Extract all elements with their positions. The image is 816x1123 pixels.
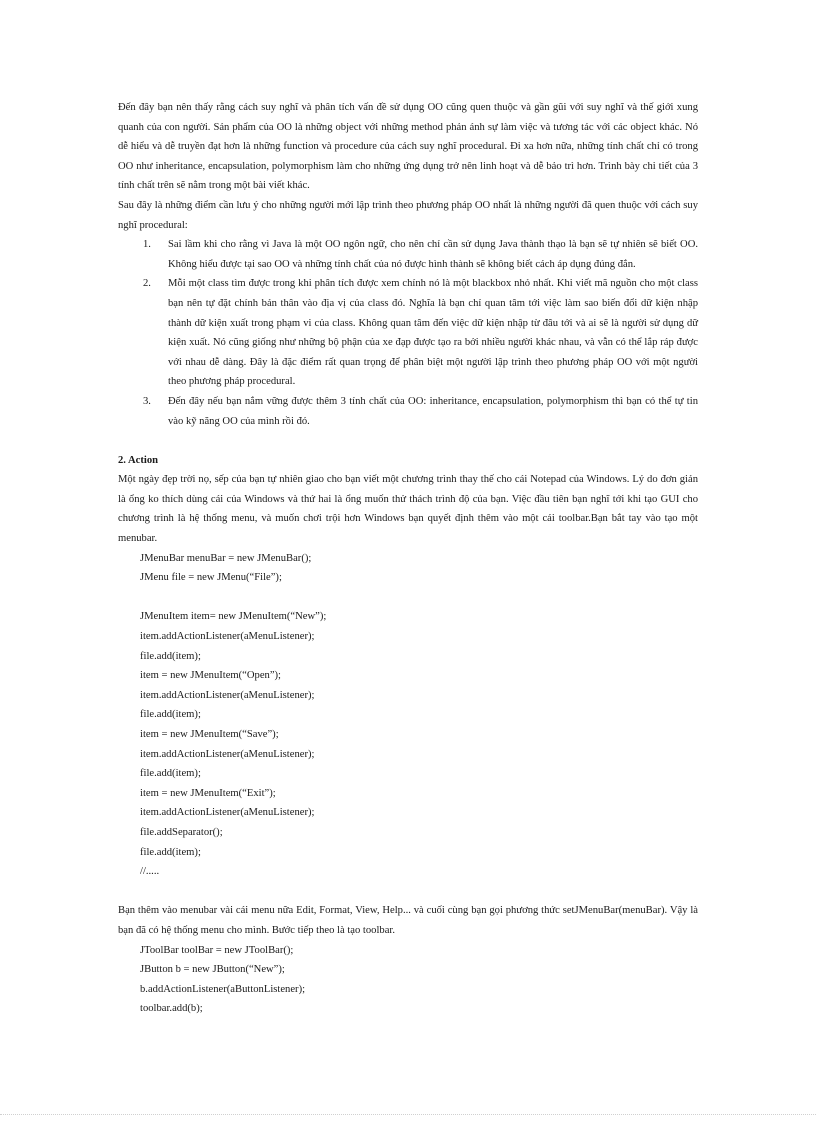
list-item-text: Mỗi một class tìm được trong khi phân tích được xem chính nó là một blackbox nhỏ nhất. Khi viết mã nguồn cho một class bạn nên tự đặt chính bản thân vào địa vị của class đó. Nghĩa là bạn chỉ quan tâm tới việc làm sao biến đổi dữ kiện nhập thành dữ kiện xuất trong phạm vi của class. Không quan tâm đến việc dữ kiện nhập từ đâu tới và ai sẽ là người sử dụng dữ kiện xuất. Nó cũng giống như những bộ phận của xe đạp được tạo ra bởi nhiều người khác nhau, và vẫn có thể lắp ráp được với nhau dễ dàng. Đây là đặc điểm rất quan trọng để phân biệt một người lập trình theo phương pháp OO với một người theo phương pháp procedural. — [168, 278, 698, 388]
code-block-menubar: JMenuBar menuBar = new JMenuBar(); JMenu file = new JMenu(“File”); JMenuItem item= new JMenuItem(“New”); item.addActionListener(aMenuListener); file.add(item); item = new JMenuItem(“Open”); item.addActionListener(aMenuListener); file.add(item); item = new JMenuItem(“Save”); item.addActionListener(aMenuListener); file.add(item); item = new JMenuItem(“Exit”); item.addActionListener(aMenuListener); file.addSeparator(); file.add(item); //..... — [140, 552, 327, 878]
notes-list — [118, 235, 698, 431]
spacer — [118, 431, 698, 451]
list-item-number: 1. — [143, 239, 151, 251]
section-paragraph: Một ngày đẹp trời nọ, sếp của bạn tự nhiên giao cho bạn viết một chương trình thay thế cho cái Notepad của Windows. Lý do đơn giản là ổng ko thích dùng cái của Windows và thứ hai là ổng muốn thử thách trình độ của bạn. Việc đầu tiên bạn nghĩ tới khi tạo GUI cho chương trình là hệ thống menu, và muốn chơi trội hơn Windows bạn quyết định thêm vào một cái toolbar.Bạn bắt tay vào tạo một menubar. — [118, 474, 698, 545]
list-item-number: 2. — [143, 278, 151, 290]
list-item-number: 3. — [143, 395, 151, 407]
intro-paragraph: Đến đây bạn nên thấy rằng cách suy nghĩ và phân tích vấn đề sử dụng OO cũng quen thuộc và gần gũi với suy nghĩ và thế giới xung quanh của con người. Sản phẩm của OO là những object với những method phản ánh sự làm việc và tương tác với các object khác. Nó dễ hiểu và dễ truyền đạt hơn là những function và procedure của cách suy nghĩ procedural. Đi xa hơn nữa, những tính chất chỉ có trong OO như inheritance, encapsulation, polymorphism làm cho những ứng dụng trở nên linh hoạt và dễ bảo trì hơn. Trình bày chi tiết của 3 tính chất trên sẽ nằm trong một bài viết khác. — [118, 102, 698, 192]
section-heading: 2. Action — [118, 454, 159, 466]
list-item — [118, 235, 698, 274]
list-item — [118, 392, 698, 431]
spacer — [118, 882, 698, 902]
list-item-text: Sai lầm khi cho rằng vì Java là một OO ngôn ngữ, cho nên chỉ cần sử dụng Java thành thạo là bạn sẽ tự nhiên sẽ biết OO. Không hiểu được tại sao OO và những tính chất của nó được hình thành sẽ không biết cách áp dụng đúng đắn. — [168, 239, 698, 270]
code-block-toolbar: JToolBar toolBar = new JToolBar(); JButton b = new JButton(“New”); b.addActionListener(aButtonListener); toolbar.add(b); — [140, 944, 306, 1015]
page-bottom-rule — [0, 1114, 816, 1115]
notes-intro: Sau đây là những điểm cần lưu ý cho những người mới lập trình theo phương pháp OO nhất là những người đã quen thuộc với cách suy nghĩ procedural: — [118, 199, 698, 231]
list-item-text: Đến đây nếu bạn nắm vững được thêm 3 tính chất của OO: inheritance, encapsulation, polymorphism thì bạn có thể tự tin vào kỹ năng OO của mình rồi đó. — [168, 395, 698, 427]
list-item — [118, 274, 698, 392]
document-body — [118, 98, 698, 1019]
after-code-paragraph: Bạn thêm vào menubar vài cái menu nữa Edit, Format, View, Help... và cuối cùng bạn gọi phương thức setJMenuBar(menuBar). Vậy là bạn đã có hệ thống menu cho mình. Bước tiếp theo là tạo toolbar. — [118, 905, 698, 936]
